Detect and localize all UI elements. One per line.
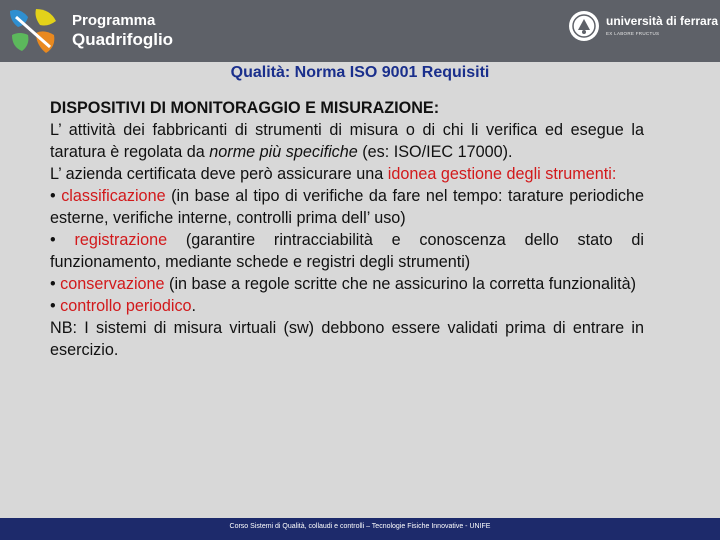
paragraph-standards: L’ attività dei fabbricanti di strumenti di misura o di chi li verifica ed esegue la taratura è regolata da norme più specifiche (es: ISO/IEC 17000). <box>50 121 644 161</box>
header-bar <box>0 0 720 62</box>
university-logo <box>568 10 718 50</box>
brand-line1: Programma <box>72 12 156 29</box>
slide-title: Qualità: Norma ISO 9001 Requisiti <box>230 64 490 81</box>
university-name: università di ferrara <box>606 14 719 28</box>
list-item-conservazione: • conservazione (in base a regole scritte che ne assicurino la corretta funzionalità) <box>50 275 637 293</box>
list-item-registrazione: • registrazione (garantire rintracciabilità e conoscenza dello stato di funzionamento, mediante schede e registri degli strumenti) <box>50 231 644 271</box>
emphasis-text: norme più specifiche <box>209 143 358 161</box>
highlight-text: idonea gestione degli strumenti: <box>387 165 617 183</box>
paragraph-management: L’ azienda certificata deve però assicurare una idonea gestione degli strumenti: <box>50 165 617 183</box>
university-seal-icon <box>568 10 600 42</box>
note-paragraph: NB: I sistemi di misura virtuali (sw) debbono essere validati prima di entrare in esercizio. <box>50 319 644 359</box>
list-item-classificazione: • classificazione (in base al tipo di verifiche da fare nel tempo: tarature periodiche esterne, verifiche interne, controlli prima dell’ uso) <box>50 187 644 227</box>
section-heading: DISPOSITIVI DI MONITORAGGIO E MISURAZIONE: <box>50 99 440 117</box>
university-subtitle: EX LABORE FRUCTUS <box>606 31 660 36</box>
footer-text: Corso Sistemi di Qualità, collaudi e controlli – Tecnologie Fisiche Innovative - UNIFE <box>229 523 491 530</box>
slide-body <box>50 97 644 361</box>
quadrifoglio-icon <box>6 5 62 55</box>
list-item-controllo: • controllo periodico. <box>50 297 197 315</box>
programma-quadrifoglio-logo <box>6 5 206 55</box>
brand-line2: Quadrifoglio <box>72 30 174 49</box>
footer-bar <box>0 518 720 540</box>
